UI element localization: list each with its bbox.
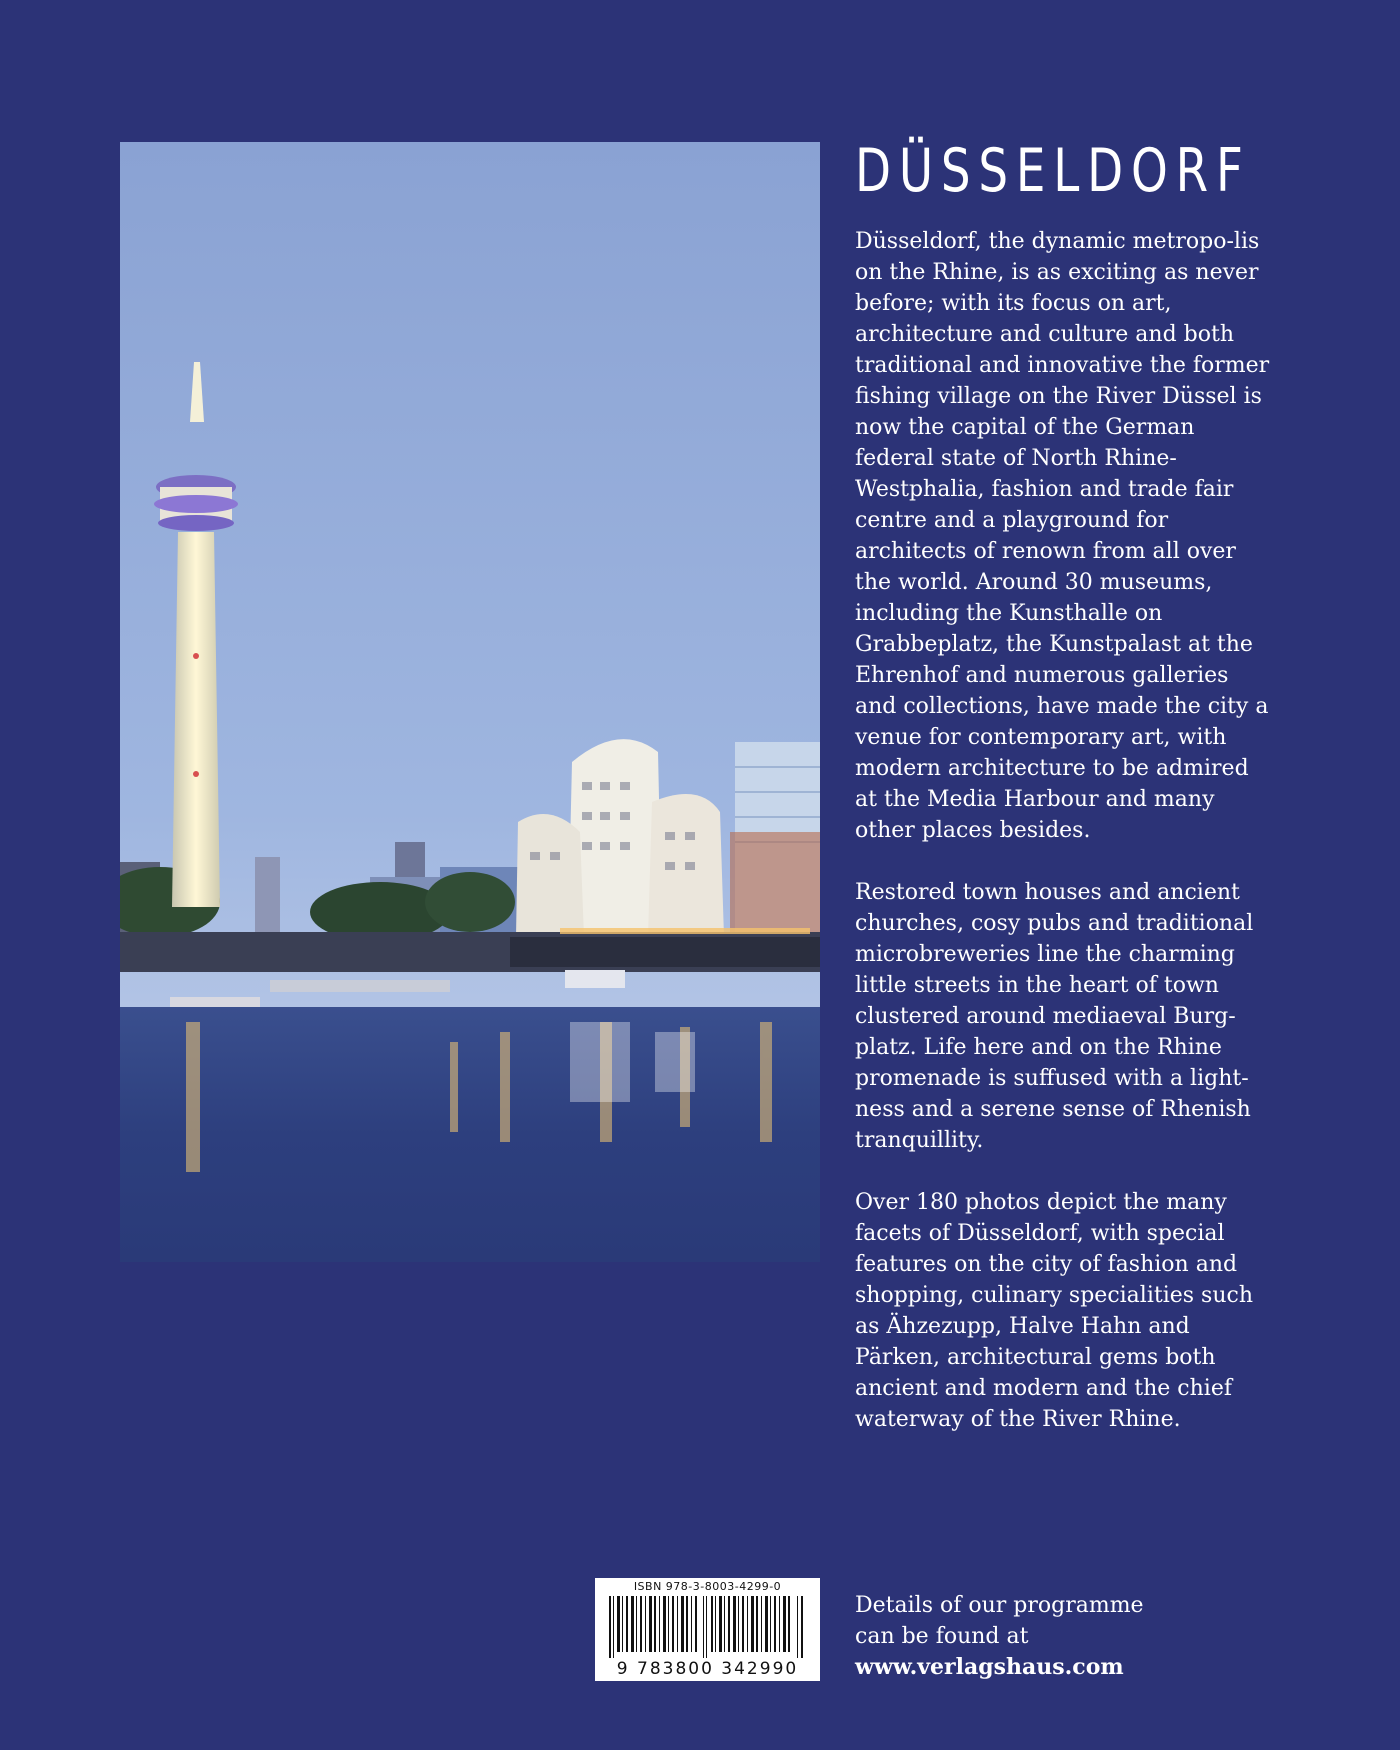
publisher-url[interactable]: www.verlagshaus.com — [855, 1654, 1124, 1680]
publisher-note-line: can be found at — [855, 1624, 1029, 1649]
book-title: DÜSSELDORF — [855, 136, 1251, 206]
description-paragraph: Over 180 photos depict the many facets of Düsseldorf, with special features on the city of fashion and shopping, culinary specialities such as Ähzezupp, Halve Hahn and Pärken, architectural gems both ancient and modern and the chief waterway of the River Rhine. — [855, 1190, 1253, 1432]
description-paragraph: Restored town houses and ancient churches, cosy pubs and traditional microbreweries line the charming little streets in the heart of town clustered around mediaeval Burg-platz. Life here and on the Rhine promenade is suffused with a light-ness and a serene sense of Rhenish tranquillity. — [855, 880, 1254, 1153]
description — [855, 226, 1275, 1466]
ean-digits: 9 783800 342990 — [616, 1659, 799, 1679]
publisher-note-line: Details of our programme — [855, 1593, 1144, 1618]
barcode-bars — [605, 1596, 810, 1658]
isbn-label: ISBN 978-3-8003-4299-0 — [633, 1580, 782, 1593]
publisher-note — [855, 1590, 1144, 1683]
cover-photo — [120, 142, 820, 1262]
description-paragraph: Düsseldorf, the dynamic metropo-lis on the Rhine, is as exciting as never before; with its focus on art, architecture and culture and both traditional and innovative the former fishing village on the River Düssel is now the capital of the German federal state of North Rhine-Westphalia, fashion and trade fair centre and a playground for architects of renown from all over the world. Around 30 museums, including the Kunsthalle on Grabbeplatz, the Kunstpalast at the Ehrenhof and numerous galleries and collections, have made the city a venue for contemporary art, with modern architecture to be admired at the Media Harbour and many other places besides. — [855, 229, 1270, 843]
city-skyline-image — [120, 142, 820, 1262]
isbn-barcode — [595, 1578, 820, 1681]
